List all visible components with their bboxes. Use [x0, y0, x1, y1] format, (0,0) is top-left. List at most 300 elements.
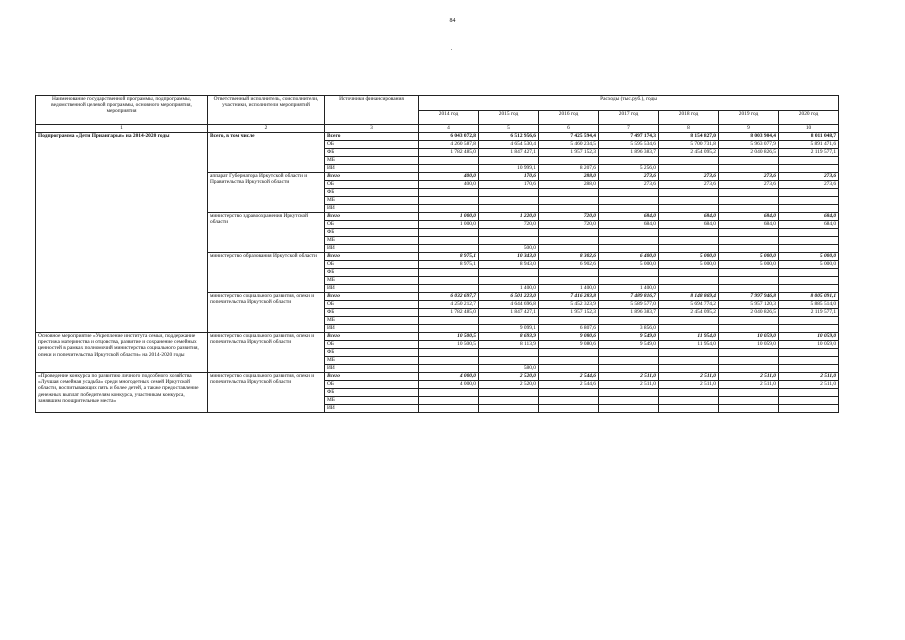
amount-cell [419, 189, 479, 197]
funding-source-cell: ИИ [325, 165, 419, 173]
amount-cell: 273,6 [659, 181, 719, 189]
amount-cell [539, 277, 599, 285]
amount-cell: 2 511,0 [659, 381, 719, 389]
amount-cell [539, 229, 599, 237]
funding-source-cell: МБ [325, 357, 419, 365]
amount-cell: 400,0 [419, 173, 479, 181]
amount-cell [599, 405, 659, 413]
amount-cell: 1 896 383,7 [599, 309, 659, 317]
funding-source-cell: ФБ [325, 309, 419, 317]
amount-cell [779, 389, 839, 397]
amount-cell [659, 365, 719, 373]
funding-source-cell: ИИ [325, 325, 419, 333]
amount-cell [659, 349, 719, 357]
header-year: 2018 год [659, 110, 719, 125]
amount-cell: 5 256,0 [599, 165, 659, 173]
amount-cell: 6 501 223,0 [479, 293, 539, 301]
executor-cell: министерство социального развития, опеки и попечительства Иркутской области [208, 373, 325, 413]
funding-source-cell: ОБ [325, 261, 419, 269]
column-number: 8 [659, 125, 719, 133]
amount-cell [719, 245, 779, 253]
amount-cell: 6 400,0 [599, 253, 659, 261]
amount-cell [419, 365, 479, 373]
amount-cell [419, 349, 479, 357]
amount-cell [539, 349, 599, 357]
amount-cell: 288,0 [539, 173, 599, 181]
amount-cell: 7 497 174,3 [599, 133, 659, 141]
funding-source-cell: Всего [325, 293, 419, 301]
amount-cell [419, 157, 479, 165]
amount-cell: 10 059,0 [719, 341, 779, 349]
funding-source-cell: МБ [325, 197, 419, 205]
amount-cell: 273,6 [779, 181, 839, 189]
column-number: 4 [419, 125, 479, 133]
funding-source-cell: Всего [325, 333, 419, 341]
amount-cell [419, 397, 479, 405]
header-year: 2016 год [539, 110, 599, 125]
amount-cell: 4 000,0 [419, 381, 479, 389]
funding-source-cell: МБ [325, 317, 419, 325]
amount-cell [419, 197, 479, 205]
funding-source-cell: ФБ [325, 229, 419, 237]
header-year: 2014 год [419, 110, 479, 125]
amount-cell [659, 189, 719, 197]
amount-cell: 684,0 [719, 221, 779, 229]
amount-cell: 273,6 [659, 173, 719, 181]
amount-cell: 2 520,0 [479, 373, 539, 381]
amount-cell: 4 250 212,7 [419, 301, 479, 309]
amount-cell [599, 237, 659, 245]
amount-cell [419, 325, 479, 333]
amount-cell [479, 205, 539, 213]
table-row [36, 133, 839, 141]
amount-cell: 8 148 869,4 [659, 293, 719, 301]
amount-cell [779, 405, 839, 413]
amount-cell: 2 511,0 [719, 381, 779, 389]
executor-cell: министерство здравоохранения Иркутской области [208, 213, 325, 253]
amount-cell: 4 654 530,4 [479, 141, 539, 149]
amount-cell: 2 544,6 [539, 381, 599, 389]
executor-cell: министерство образования Иркутской области [208, 253, 325, 293]
amount-cell [599, 269, 659, 277]
amount-cell: 4 000,0 [419, 373, 479, 381]
amount-cell [479, 269, 539, 277]
amount-cell: 5 891 471,6 [779, 141, 839, 149]
amount-cell: 273,6 [779, 173, 839, 181]
amount-cell [659, 405, 719, 413]
column-numbers-row [36, 125, 839, 133]
funding-source-cell: ОБ [325, 181, 419, 189]
amount-cell: 720,0 [539, 213, 599, 221]
amount-cell: 10 999,1 [479, 165, 539, 173]
amount-cell [659, 317, 719, 325]
amount-cell [779, 277, 839, 285]
amount-cell: 2 511,0 [719, 373, 779, 381]
amount-cell [779, 229, 839, 237]
amount-cell [539, 317, 599, 325]
amount-cell: 9 549,0 [599, 341, 659, 349]
amount-cell [779, 357, 839, 365]
amount-cell: 2 520,0 [479, 381, 539, 389]
amount-cell: 5 452 323,9 [539, 301, 599, 309]
amount-cell [779, 237, 839, 245]
amount-cell [479, 197, 539, 205]
program-name-cell: Подпрограмма «Дети Приангарья» на 2014-2020 годы [36, 133, 208, 333]
header-program-name: Наименование государственной программы, подпрограммы, ведомственной целевой программы, основного мероприятия, мероприятия [36, 96, 208, 125]
amount-cell [599, 397, 659, 405]
funding-source-cell: ИИ [325, 205, 419, 213]
amount-cell: 10 343,0 [479, 253, 539, 261]
amount-cell [659, 157, 719, 165]
funding-source-cell: ФБ [325, 189, 419, 197]
amount-cell: 2 511,0 [599, 373, 659, 381]
funding-source-cell: ФБ [325, 269, 419, 277]
amount-cell: 1 782 485,0 [419, 149, 479, 157]
amount-cell [719, 157, 779, 165]
amount-cell: 9 080,6 [539, 341, 599, 349]
amount-cell: 1 000,0 [419, 213, 479, 221]
column-number: 1 [36, 125, 208, 133]
amount-cell: 2 511,0 [599, 381, 659, 389]
funding-source-cell: Всего [325, 173, 419, 181]
amount-cell: 8 302,6 [539, 253, 599, 261]
funding-source-cell: ФБ [325, 149, 419, 157]
amount-cell [779, 325, 839, 333]
header-year: 2015 год [479, 110, 539, 125]
amount-cell [599, 317, 659, 325]
funding-source-cell: ОБ [325, 381, 419, 389]
amount-cell [719, 325, 779, 333]
amount-cell: 7 489 816,7 [599, 293, 659, 301]
amount-cell [779, 157, 839, 165]
amount-cell [479, 277, 539, 285]
funding-source-cell: ОБ [325, 341, 419, 349]
amount-cell: 8 975,1 [419, 261, 479, 269]
funding-source-cell: Всего [325, 133, 419, 141]
amount-cell [659, 165, 719, 173]
amount-cell: 2 544,6 [539, 373, 599, 381]
amount-cell [659, 245, 719, 253]
amount-cell: 1 400,0 [539, 285, 599, 293]
amount-cell: 4 260 587,8 [419, 141, 479, 149]
amount-cell: 5 460 234,5 [539, 141, 599, 149]
amount-cell [719, 197, 779, 205]
amount-cell: 5 589 577,0 [599, 301, 659, 309]
amount-cell: 8 975,1 [419, 253, 479, 261]
amount-cell [599, 157, 659, 165]
amount-cell: 684,0 [599, 213, 659, 221]
amount-cell: 6 032 697,7 [419, 293, 479, 301]
amount-cell: 684,0 [719, 213, 779, 221]
amount-cell [779, 349, 839, 357]
amount-cell: 8 005 091,1 [779, 293, 839, 301]
header-executor: Ответственный исполнитель, соисполнители, участники, исполнители мероприятий [208, 96, 325, 125]
amount-cell [599, 189, 659, 197]
funding-source-cell: ФБ [325, 349, 419, 357]
amount-cell [419, 237, 479, 245]
amount-cell [779, 197, 839, 205]
amount-cell [419, 285, 479, 293]
amount-cell: 1 400,0 [599, 285, 659, 293]
amount-cell [539, 189, 599, 197]
amount-cell: 1 896 383,7 [599, 149, 659, 157]
amount-cell [479, 349, 539, 357]
amount-cell [479, 157, 539, 165]
header-expenses: Расходы (тыс.руб.), годы [419, 96, 839, 111]
column-number: 7 [599, 125, 659, 133]
executor-cell: Всего, в том числе [208, 133, 325, 173]
amount-cell: 1 000,0 [419, 221, 479, 229]
amount-cell [659, 277, 719, 285]
amount-cell: 288,0 [539, 181, 599, 189]
amount-cell: 8 003 904,4 [719, 133, 779, 141]
amount-cell [719, 405, 779, 413]
budget-table [35, 95, 839, 413]
table-row [36, 333, 839, 341]
amount-cell: 1 847 427,1 [479, 149, 539, 157]
header-year: 2019 год [719, 110, 779, 125]
amount-cell [419, 245, 479, 253]
amount-cell: 1 400,0 [479, 285, 539, 293]
funding-source-cell: ИИ [325, 245, 419, 253]
amount-cell: 500,0 [479, 245, 539, 253]
amount-cell: 8 113,9 [479, 341, 539, 349]
amount-cell [599, 197, 659, 205]
amount-cell: 6 807,6 [539, 325, 599, 333]
amount-cell [719, 285, 779, 293]
amount-cell: 10 059,0 [719, 333, 779, 341]
amount-cell: 5 957 120,3 [719, 301, 779, 309]
amount-cell: 2 511,0 [779, 373, 839, 381]
amount-cell [539, 157, 599, 165]
amount-cell [539, 357, 599, 365]
amount-cell [479, 405, 539, 413]
executor-cell: министерство социального развития, опеки и попечительства Иркутской области [208, 333, 325, 373]
amount-cell: 9 549,0 [599, 333, 659, 341]
amount-cell: 5 000,0 [659, 253, 719, 261]
amount-cell [779, 365, 839, 373]
amount-cell: 2 511,0 [779, 381, 839, 389]
amount-cell: 10 059,0 [779, 333, 839, 341]
amount-cell: 3 856,0 [599, 325, 659, 333]
amount-cell [539, 205, 599, 213]
amount-cell [539, 405, 599, 413]
amount-cell [539, 389, 599, 397]
funding-source-cell: ИИ [325, 285, 419, 293]
column-number: 9 [719, 125, 779, 133]
funding-source-cell: ИИ [325, 405, 419, 413]
amount-cell: 1 220,0 [479, 213, 539, 221]
amount-cell [599, 357, 659, 365]
header-year: 2017 год [599, 110, 659, 125]
amount-cell: 5 700 731,8 [659, 141, 719, 149]
amount-cell: 170,6 [479, 173, 539, 181]
amount-cell [719, 349, 779, 357]
amount-cell [719, 397, 779, 405]
page-number: 84 [449, 18, 456, 24]
amount-cell [419, 269, 479, 277]
amount-cell [599, 205, 659, 213]
amount-cell [599, 349, 659, 357]
amount-cell: 684,0 [659, 213, 719, 221]
amount-cell: 684,0 [779, 213, 839, 221]
header-year: 2020 год [779, 110, 839, 125]
amount-cell [779, 245, 839, 253]
amount-cell: 1 957 152,3 [539, 149, 599, 157]
amount-cell [539, 397, 599, 405]
amount-cell [719, 165, 779, 173]
funding-source-cell: Всего [325, 253, 419, 261]
amount-cell [719, 229, 779, 237]
amount-cell: 1 782 485,0 [419, 309, 479, 317]
amount-cell [659, 269, 719, 277]
program-name-cell: «Проведение конкурса по развитию личного подсобного хозяйства «Лучшая семейная усадьба» среди многодетных семей Иркутской области, воспитывающих пять и более детей, а также предоставление денежных выплат победителям конкурса, участникам конкурса, занявшим поощрительные места» [36, 373, 208, 413]
amount-cell: 2 040 826,5 [719, 149, 779, 157]
amount-cell [539, 365, 599, 373]
amount-cell: 2 454 095,2 [659, 309, 719, 317]
amount-cell [479, 237, 539, 245]
amount-cell [479, 357, 539, 365]
amount-cell [659, 229, 719, 237]
amount-cell [659, 357, 719, 365]
amount-cell: 170,6 [479, 181, 539, 189]
amount-cell [719, 365, 779, 373]
header-row [36, 96, 839, 111]
amount-cell: 273,6 [719, 173, 779, 181]
funding-source-cell: ОБ [325, 301, 419, 309]
amount-cell: 7 425 594,4 [539, 133, 599, 141]
amount-cell: 8 154 827,0 [659, 133, 719, 141]
amount-cell [719, 277, 779, 285]
header-funding-source: Источники финансирования [325, 96, 419, 125]
amount-cell [539, 197, 599, 205]
amount-cell [719, 269, 779, 277]
amount-cell [779, 397, 839, 405]
amount-cell [479, 389, 539, 397]
amount-cell [419, 357, 479, 365]
amount-cell [419, 229, 479, 237]
amount-cell: 8 207,6 [539, 165, 599, 173]
amount-cell: 5 000,0 [719, 261, 779, 269]
funding-source-cell: ФБ [325, 389, 419, 397]
amount-cell [719, 389, 779, 397]
amount-cell: 5 694 774,2 [659, 301, 719, 309]
funding-source-cell: Всего [325, 213, 419, 221]
funding-source-cell: МБ [325, 237, 419, 245]
amount-cell [479, 189, 539, 197]
amount-cell: 4 644 696,8 [479, 301, 539, 309]
amount-cell: 1 847 427,1 [479, 309, 539, 317]
amount-cell: 684,0 [599, 221, 659, 229]
amount-cell [599, 245, 659, 253]
amount-cell [719, 205, 779, 213]
amount-cell: 5 595 534,6 [599, 141, 659, 149]
amount-cell: 8 011 048,7 [779, 133, 839, 141]
program-name-cell: Основное мероприятие «Укрепление института семьи, поддержание престижа материнства и отцовства, развитие и сохранение семейных ценностей в рамках полномочий министерства социального развития, опеки и попечительства Иркутской области» на 2014-2020 годы [36, 333, 208, 373]
column-number: 6 [539, 125, 599, 133]
amount-cell: 2 119 577,1 [779, 149, 839, 157]
column-number: 2 [208, 125, 325, 133]
amount-cell: 5 000,0 [719, 253, 779, 261]
amount-cell: 5 000,0 [659, 261, 719, 269]
amount-cell [599, 389, 659, 397]
amount-cell: 684,0 [659, 221, 719, 229]
amount-cell [719, 357, 779, 365]
amount-cell [659, 389, 719, 397]
amount-cell: 580,0 [479, 365, 539, 373]
amount-cell [659, 397, 719, 405]
amount-cell [419, 205, 479, 213]
amount-cell [719, 237, 779, 245]
amount-cell [659, 285, 719, 293]
amount-cell: 10 500,5 [419, 333, 479, 341]
table-row [36, 373, 839, 381]
amount-cell: 6 512 956,6 [479, 133, 539, 141]
amount-cell [479, 397, 539, 405]
amount-cell [719, 317, 779, 325]
funding-source-cell: ОБ [325, 221, 419, 229]
amount-cell [779, 189, 839, 197]
amount-cell: 720,0 [539, 221, 599, 229]
amount-cell: 5 000,0 [779, 253, 839, 261]
amount-cell [659, 205, 719, 213]
column-number: 5 [479, 125, 539, 133]
amount-cell: 7 997 946,8 [719, 293, 779, 301]
funding-source-cell: МБ [325, 397, 419, 405]
amount-cell [419, 389, 479, 397]
amount-cell [659, 325, 719, 333]
amount-cell: 9 099,1 [479, 325, 539, 333]
amount-cell [479, 229, 539, 237]
amount-cell: 684,0 [779, 221, 839, 229]
funding-source-cell: МБ [325, 277, 419, 285]
amount-cell [779, 285, 839, 293]
scan-speck [451, 49, 452, 50]
amount-cell [779, 317, 839, 325]
amount-cell: 2 040 826,5 [719, 309, 779, 317]
amount-cell: 2 454 095,2 [659, 149, 719, 157]
amount-cell [419, 277, 479, 285]
amount-cell: 5 000,0 [599, 261, 659, 269]
amount-cell [779, 205, 839, 213]
amount-cell: 2 511,0 [659, 373, 719, 381]
amount-cell [599, 229, 659, 237]
amount-cell: 5 963 077,9 [719, 141, 779, 149]
amount-cell [659, 237, 719, 245]
amount-cell [539, 237, 599, 245]
funding-source-cell: ОБ [325, 141, 419, 149]
amount-cell: 10 059,0 [779, 341, 839, 349]
amount-cell: 11 954,0 [659, 341, 719, 349]
amount-cell: 273,6 [719, 181, 779, 189]
executor-cell: аппарат Губернатора Иркутской области и Правительства Иркутской области [208, 173, 325, 213]
amount-cell [599, 277, 659, 285]
funding-source-cell: МБ [325, 157, 419, 165]
amount-cell: 273,6 [599, 181, 659, 189]
amount-cell: 7 416 283,8 [539, 293, 599, 301]
amount-cell: 6 902,6 [539, 261, 599, 269]
amount-cell [539, 245, 599, 253]
amount-cell [419, 405, 479, 413]
amount-cell [719, 189, 779, 197]
amount-cell: 400,0 [419, 181, 479, 189]
amount-cell: 5 000,0 [779, 261, 839, 269]
amount-cell: 10 500,5 [419, 341, 479, 349]
executor-cell: министерство социального развития, опеки и попечительства Иркутской области [208, 293, 325, 333]
funding-source-cell: Всего [325, 373, 419, 381]
column-number: 10 [779, 125, 839, 133]
amount-cell: 8 693,9 [479, 333, 539, 341]
